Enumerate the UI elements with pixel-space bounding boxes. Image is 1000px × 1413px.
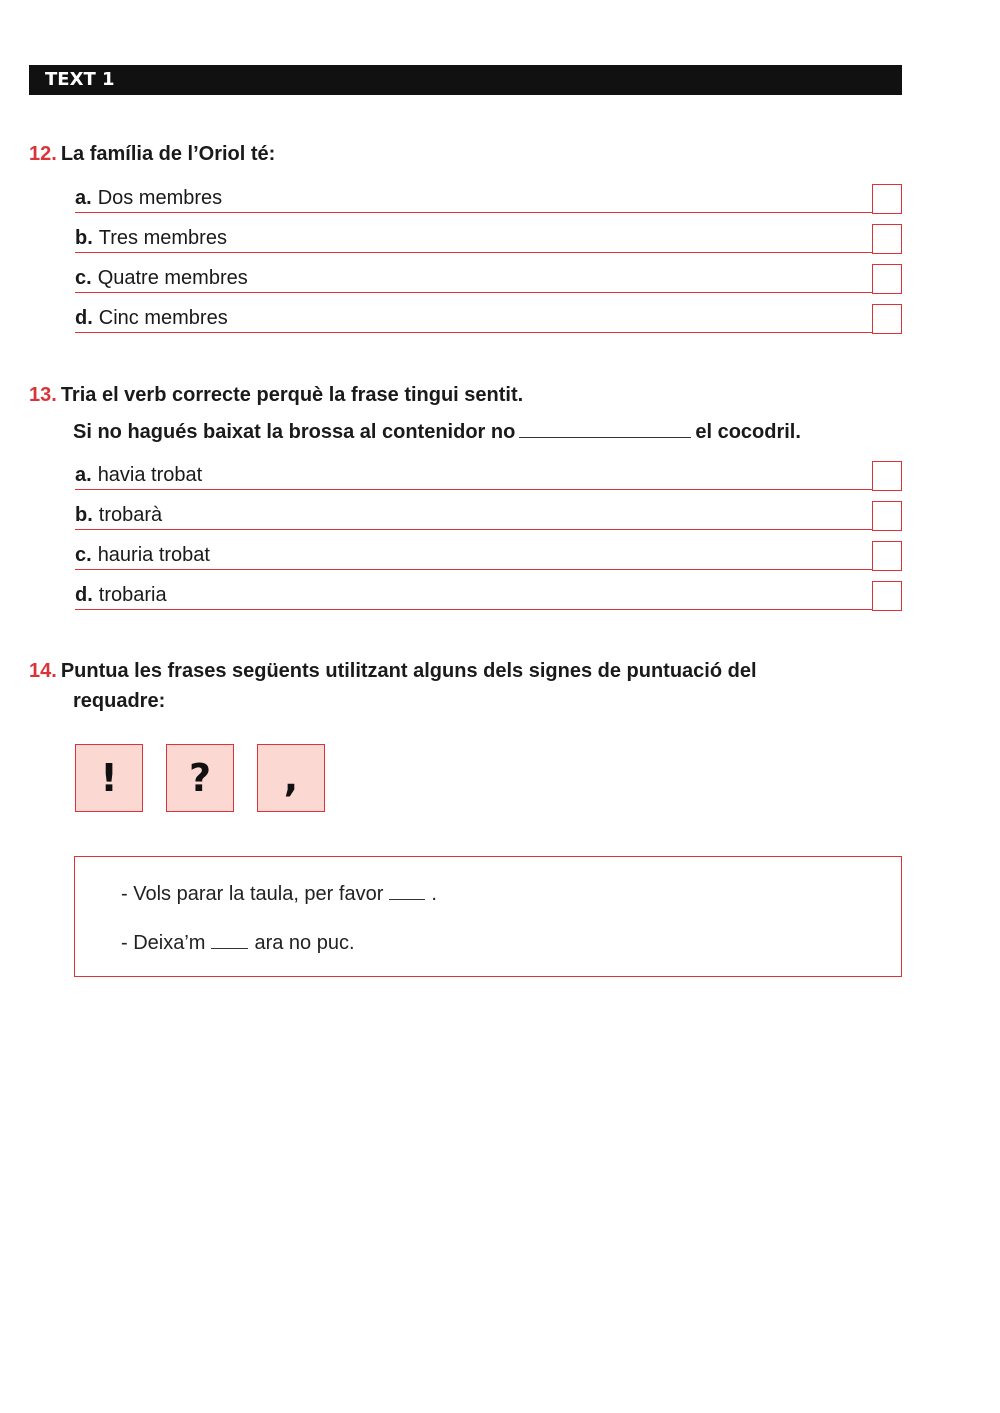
question-12-title (29, 140, 275, 168)
q12-checkbox-c[interactable] (872, 264, 902, 294)
sentence-blank[interactable] (211, 930, 248, 949)
sentence-end: . (431, 883, 437, 905)
q12-option-c[interactable] (75, 253, 902, 293)
section-title: TEXT 1 (45, 69, 115, 90)
question-13-number: 13. (29, 384, 57, 406)
sentence-text: - Vols parar la taula, per favor (121, 883, 384, 905)
sentence-blank[interactable] (389, 881, 425, 900)
option-label: Tres membres (98, 227, 227, 249)
question-14-text: Puntua les frases següents utilitzant alguns dels signes de puntuació del (60, 660, 757, 682)
exercise-sentence-2 (121, 930, 355, 955)
punctuation-exclamation[interactable]: ! (75, 744, 143, 812)
q12-option-d[interactable] (75, 293, 902, 333)
option-label: hauria trobat (97, 544, 210, 566)
q12-option-a[interactable] (75, 173, 902, 213)
option-label: trobaria (98, 584, 167, 606)
q13-checkbox-c[interactable] (872, 541, 902, 571)
q13-checkbox-b[interactable] (872, 501, 902, 531)
q13-option-c[interactable] (75, 530, 902, 570)
question-12-text: La família de l’Oriol té: (60, 143, 276, 165)
section-header-bar (29, 65, 902, 95)
punctuation-comma[interactable]: , (257, 744, 325, 812)
q13-checkbox-a[interactable] (872, 461, 902, 491)
q13-checkbox-d[interactable] (872, 581, 902, 611)
option-letter: c. (75, 267, 92, 289)
option-letter: a. (75, 187, 92, 209)
question-12-number: 12. (29, 143, 57, 165)
option-label: havia trobat (97, 464, 203, 486)
question-13-title (29, 381, 523, 409)
sentence-after-blank: el cocodril. (695, 421, 801, 443)
option-label: trobarà (98, 504, 163, 526)
q13-option-d[interactable] (75, 570, 902, 610)
question-14-text-continued: requadre: (73, 690, 166, 712)
q12-checkbox-a[interactable] (872, 184, 902, 214)
option-letter: d. (75, 584, 93, 606)
punctuation-question[interactable]: ? (166, 744, 234, 812)
question-13-text: Tria el verb correcte perquè la frase tingui sentit. (60, 384, 524, 406)
option-letter: d. (75, 307, 93, 329)
q13-option-a[interactable] (75, 450, 902, 490)
option-label: Quatre membres (97, 267, 248, 289)
question-13-sentence (73, 417, 801, 446)
option-letter: a. (75, 464, 92, 486)
q12-checkbox-b[interactable] (872, 224, 902, 254)
option-letter: b. (75, 504, 93, 526)
option-label: Dos membres (97, 187, 223, 209)
sentence-text: - Deixa’m (121, 932, 206, 954)
question-14-number: 14. (29, 660, 57, 682)
exercise-sentence-1 (121, 881, 437, 906)
sentence-before-blank: Si no hagués baixat la brossa al contenidor no (73, 421, 516, 443)
option-letter: b. (75, 227, 93, 249)
exercise-box (74, 856, 902, 977)
sentence-end: ara no puc. (254, 932, 355, 954)
option-letter: c. (75, 544, 92, 566)
answer-blank[interactable] (519, 417, 691, 438)
option-label: Cinc membres (98, 307, 228, 329)
question-14-title (29, 657, 757, 685)
q12-option-b[interactable] (75, 213, 902, 253)
q13-option-b[interactable] (75, 490, 902, 530)
q12-checkbox-d[interactable] (872, 304, 902, 334)
